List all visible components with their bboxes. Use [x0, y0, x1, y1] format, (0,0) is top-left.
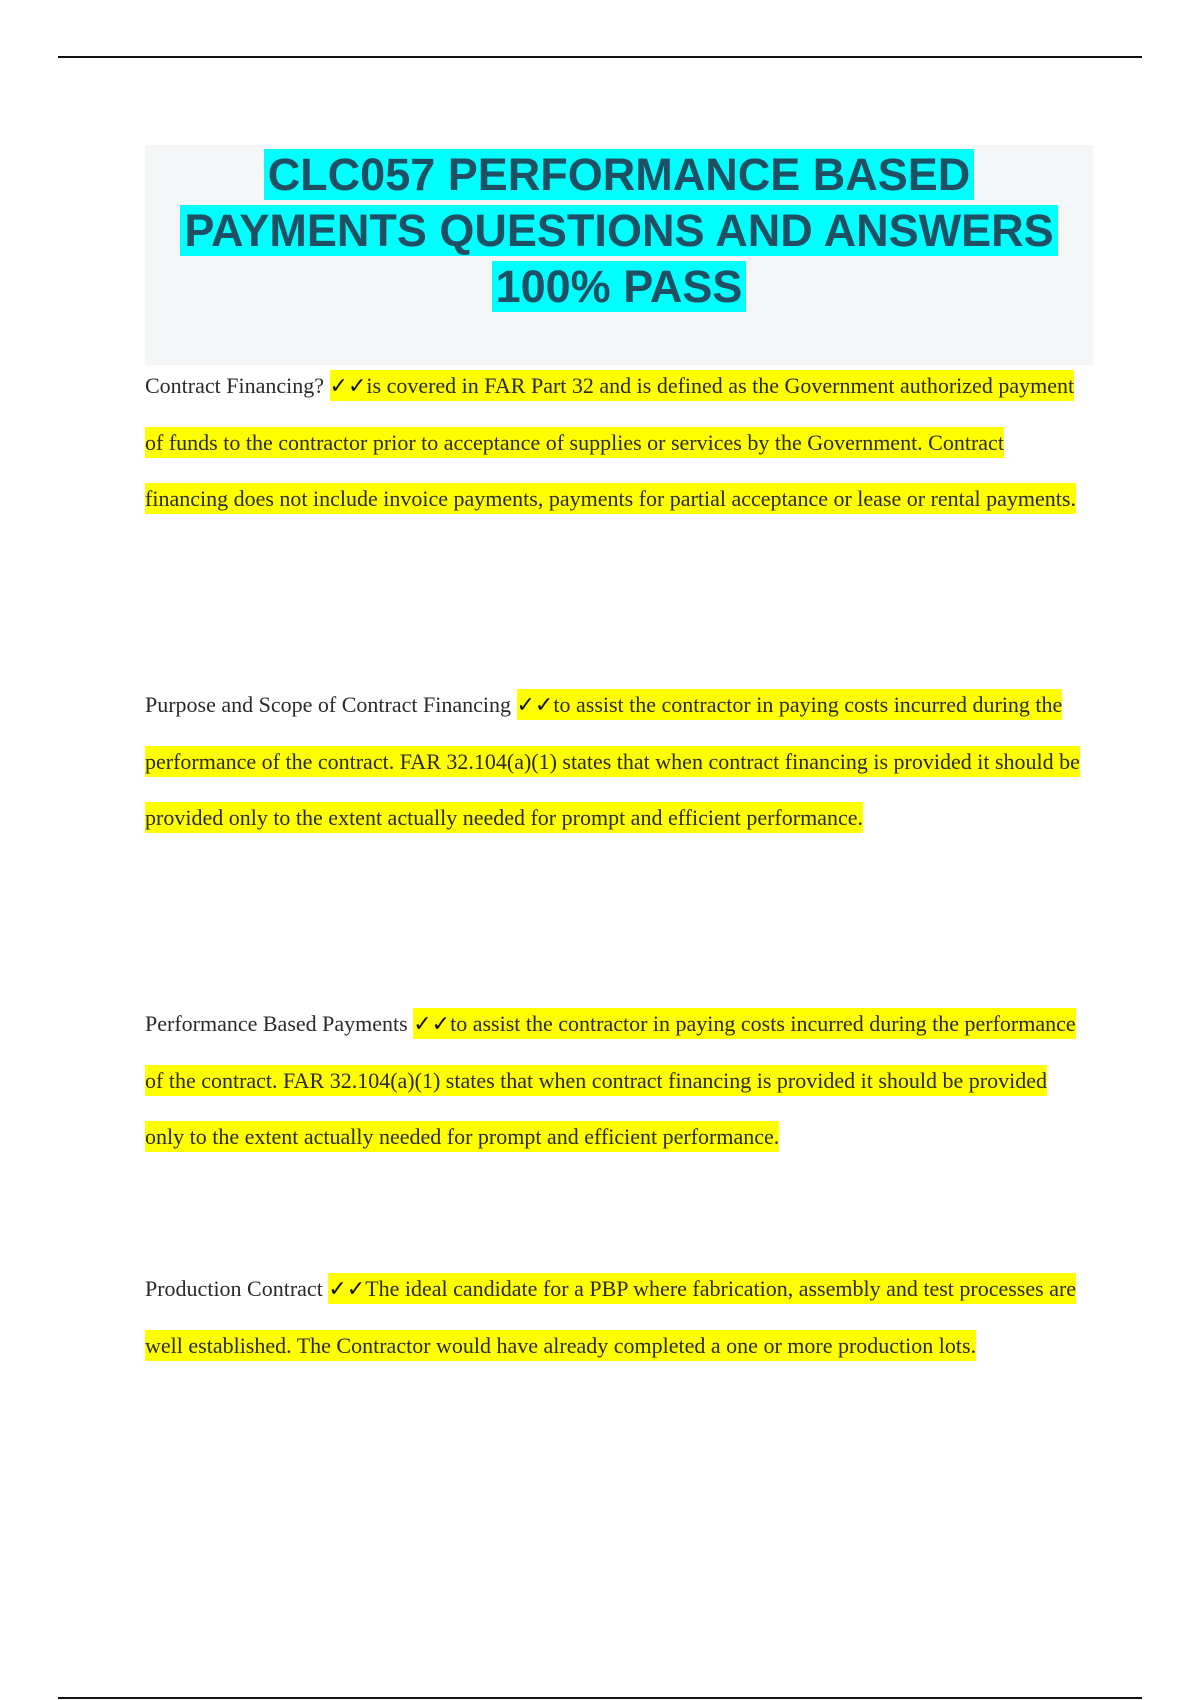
- title-line-2: PAYMENTS QUESTIONS AND ANSWERS: [145, 204, 1093, 257]
- question-text: Performance Based Payments: [145, 1011, 408, 1036]
- answer-text: to assist the contractor in paying costs incurred during the performance of the contract. FAR 32.104(a)(1) states that when contract financing is provided it should be provided only to the extent actually needed for prompt and efficient performance.: [145, 1011, 1076, 1149]
- check-mark-icon: ✓✓: [328, 1277, 366, 1302]
- question-text: Purpose and Scope of Contract Financing: [145, 692, 511, 717]
- qa-item-purpose-and-scope: [145, 677, 1085, 846]
- check-mark-icon: ✓✓: [413, 1012, 451, 1037]
- question-text: Contract Financing?: [145, 373, 325, 398]
- qa-item-contract-financing: [145, 358, 1085, 527]
- document-title: [145, 145, 1093, 365]
- title-line-3: 100% PASS: [145, 260, 1093, 313]
- answer-text: The ideal candidate for a PBP where fabrication, assembly and test processes are well established. The Contractor would have already completed a one or more production lots.: [145, 1276, 1077, 1358]
- footer-rule: [58, 1697, 1142, 1699]
- check-mark-icon: ✓✓: [329, 374, 367, 399]
- qa-item-performance-based-payments: [145, 996, 1085, 1165]
- qa-item-production-contract: [145, 1261, 1085, 1374]
- header-rule: [58, 56, 1142, 58]
- answer-text: to assist the contractor in paying costs incurred during the performance of the contract. FAR 32.104(a)(1) states that when contract financing is provided it should be provided only to the extent actually needed for prompt and efficient performance.: [145, 692, 1080, 830]
- check-mark-icon: ✓✓: [516, 693, 554, 718]
- answer-text: is covered in FAR Part 32 and is defined as the Government authorized payment of funds to the contractor prior to acceptance of supplies or services by the Government. Contract financing does not include invoice payments, payments for partial acceptance or lease or rental payments.: [145, 373, 1076, 511]
- title-line-1: CLC057 PERFORMANCE BASED: [145, 148, 1093, 201]
- question-text: Production Contract: [145, 1276, 323, 1301]
